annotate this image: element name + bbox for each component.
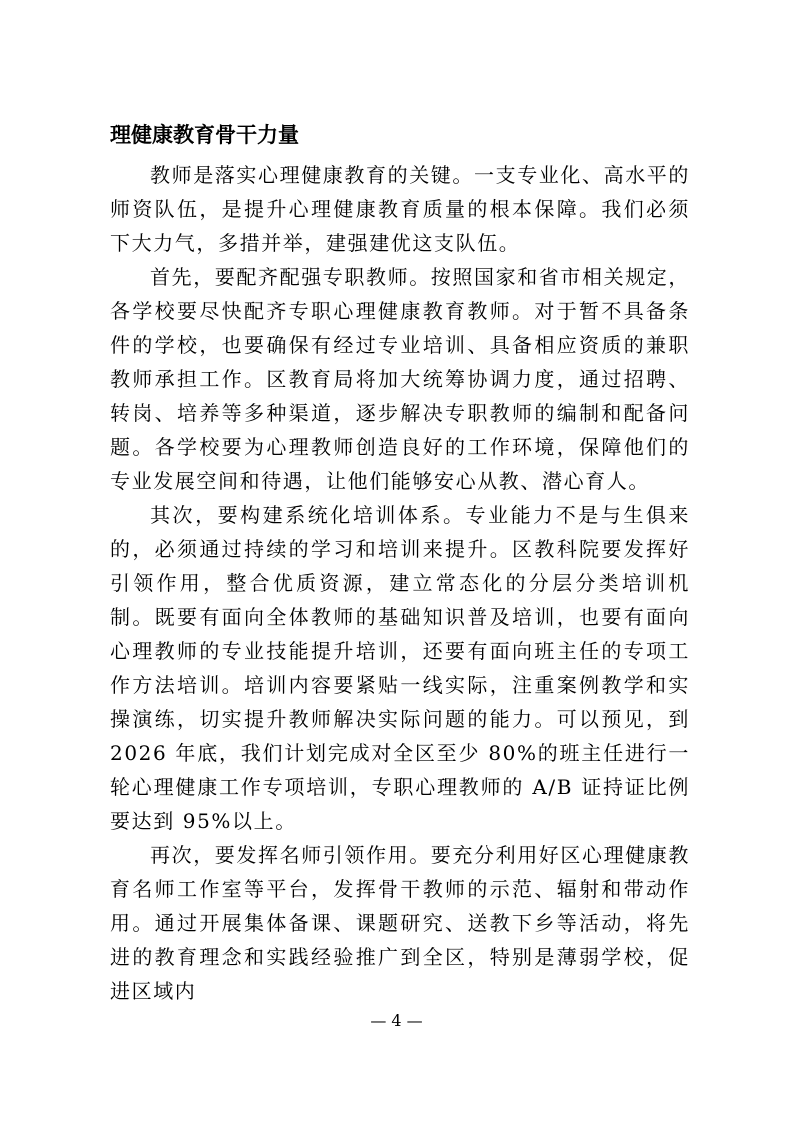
paragraph-3: 其次，要构建系统化培训体系。专业能力不是与生俱来的，必须通过持续的学习和培训来提升。区教科院要发挥好引领作用，整合优质资源，建立常态化的分层分类培训机制。既要有面向全体教师的基础知识普及培训，也要有面向心理教师的专业技能提升培训，还要有面向班主任的专项工作方法培训。培训内容要紧贴一线实际，注重案例教学和实操演练，切实提升教师解决实际问题的能力。可以预见，到 2026 年底，我们计划完成对全区至少 80%的班主任进行一轮心理健康工作专项培训，专职心理教师的 A/B 证持证比例要达到 95%以上。	[110, 503, 690, 833]
paragraph-4: 再次，要发挥名师引领作用。要充分利用好区心理健康教育名师工作室等平台，发挥骨干教师的示范、辐射和带动作用。通过开展集体备课、课题研究、送教下乡等活动，将先进的教育理念和实践经验推广到全区，特别是薄弱学校，促进区域内	[110, 843, 690, 1003]
paragraph-1: 教师是落实心理健康教育的关键。一支专业化、高水平的师资队伍，是提升心理健康教育质量的根本保障。我们必须下大力气，多措并举，建强建优这支队伍。	[110, 163, 690, 255]
page-number: — 4 —	[370, 1011, 423, 1030]
section-heading: 理健康教育骨干力量	[110, 123, 299, 147]
paragraph-2: 首先，要配齐配强专职教师。按照国家和省市相关规定，各学校要尽快配齐专职心理健康教育教师。对于暂不具备条件的学校，也要确保有经过专业培训、具备相应资质的兼职教师承担工作。区教育局将加大统筹协调力度，通过招聘、转岗、培养等多种渠道，逐步解决专职教师的编制和配备问题。各学校要为心理教师创造良好的工作环境，保障他们的专业发展空间和待遇，让他们能够安心从教、潜心育人。	[110, 265, 690, 493]
body-text	[110, 158, 690, 1008]
